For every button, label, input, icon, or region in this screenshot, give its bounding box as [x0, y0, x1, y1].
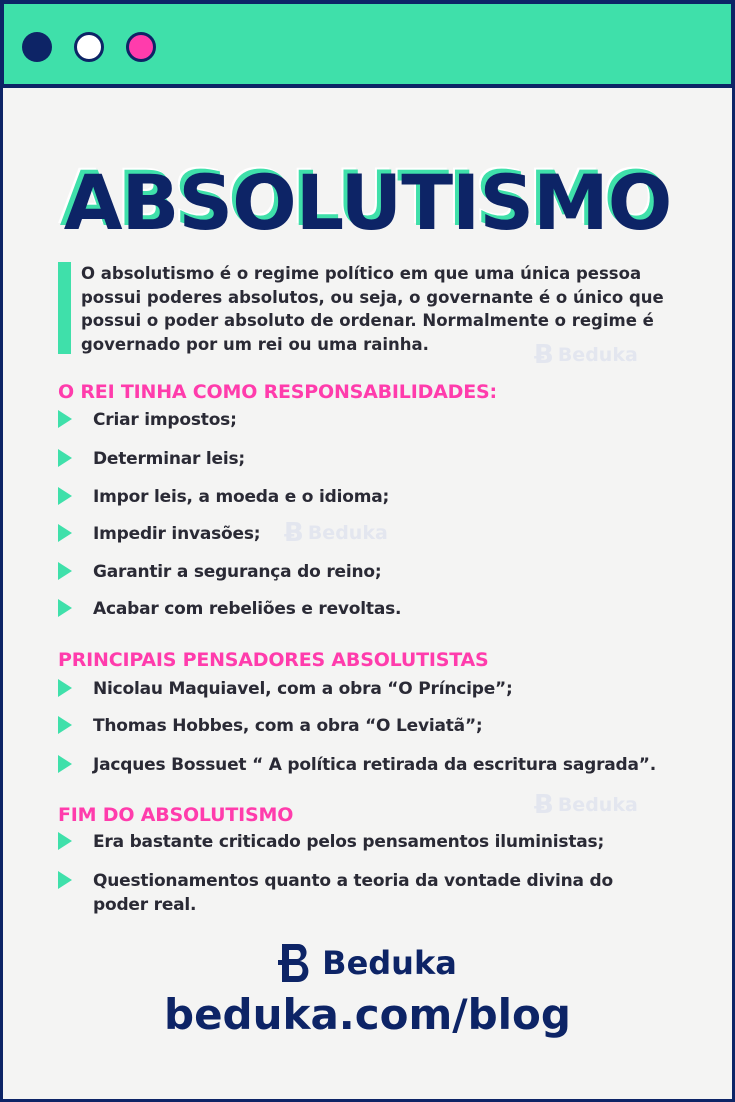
list-item [58, 560, 698, 584]
intro-text: O absolutismo é o regime político em que uma única pessoa possui poderes absolutos, ou seja, o governante é o único que possui o poder absoluto de ordenar. Normalmente o regime é governado por um rei ou uma rainha. [81, 264, 664, 354]
window-dot-pink-icon [126, 32, 156, 62]
list-item-text: Impedir invasões; [93, 524, 261, 544]
list-item-text: Nicolau Maquiavel, com a obra “O Príncipe”; [93, 679, 513, 699]
list-item [58, 447, 698, 471]
list-item-text: Era bastante criticado pelos pensamentos iluministas; [93, 832, 605, 852]
list-item [58, 714, 698, 738]
triangle-bullet-icon [58, 599, 86, 617]
section-heading-pensadores: PRINCIPAIS PENSADORES ABSOLUTISTAS [58, 649, 489, 671]
triangle-bullet-icon [58, 871, 86, 889]
list-item-text: Garantir a segurança do reino; [93, 562, 382, 582]
triangle-bullet-icon [58, 410, 86, 428]
list-item-text: Thomas Hobbes, com a obra “O Leviatã”; [93, 716, 483, 736]
watermark-text: Beduka [307, 522, 388, 544]
list-item [58, 753, 698, 777]
list-item-text: Determinar leis; [93, 449, 245, 469]
brand-name: Beduka [322, 944, 457, 982]
section-heading-responsabilidades: O REI TINHA COMO RESPONSABILIDADES: [58, 381, 497, 403]
blog-url-link[interactable]: beduka.com/blog [164, 990, 571, 1039]
beduka-logo-icon [278, 940, 314, 986]
triangle-bullet-icon [58, 832, 86, 850]
intro-accent-bar [58, 262, 71, 354]
list-item [58, 485, 698, 509]
list-item [58, 677, 698, 701]
list-item [58, 869, 658, 917]
window-titlebar [0, 0, 735, 88]
list-item-text: Impor leis, a moeda e o idioma; [93, 487, 390, 507]
list-item-text: Acabar com rebeliões e revoltas. [93, 599, 402, 619]
watermark-text: Beduka [557, 794, 638, 816]
triangle-bullet-icon [58, 716, 86, 734]
beduka-watermark-icon: Ƀ [534, 790, 554, 820]
list-item-text: Questionamentos quanto a teoria da vontade divina do poder real. [93, 871, 613, 915]
watermark [534, 790, 638, 820]
brand-logo[interactable] [0, 940, 735, 986]
beduka-watermark-icon: Ƀ [534, 340, 554, 370]
list-item-text: Jacques Bossuet “ A política retirada da escritura sagrada”. [93, 755, 657, 775]
beduka-watermark-icon: Ƀ [284, 518, 304, 548]
triangle-bullet-icon [58, 449, 86, 467]
triangle-bullet-icon [58, 679, 86, 697]
page-title: ABSOLUTISMO [63, 158, 672, 247]
triangle-bullet-icon [58, 562, 86, 580]
list-item [58, 408, 698, 432]
list-item [58, 597, 698, 621]
triangle-bullet-icon [58, 524, 86, 542]
list-item [58, 830, 698, 854]
section-heading-fim: FIM DO ABSOLUTISMO [58, 804, 294, 826]
window-dot-white-icon [74, 32, 104, 62]
list-item [58, 522, 698, 546]
window-dot-navy-icon [22, 32, 52, 62]
triangle-bullet-icon [58, 755, 86, 773]
list-item-text: Criar impostos; [93, 410, 237, 430]
watermark-text: Beduka [557, 344, 638, 366]
triangle-bullet-icon [58, 487, 86, 505]
watermark [534, 340, 638, 370]
